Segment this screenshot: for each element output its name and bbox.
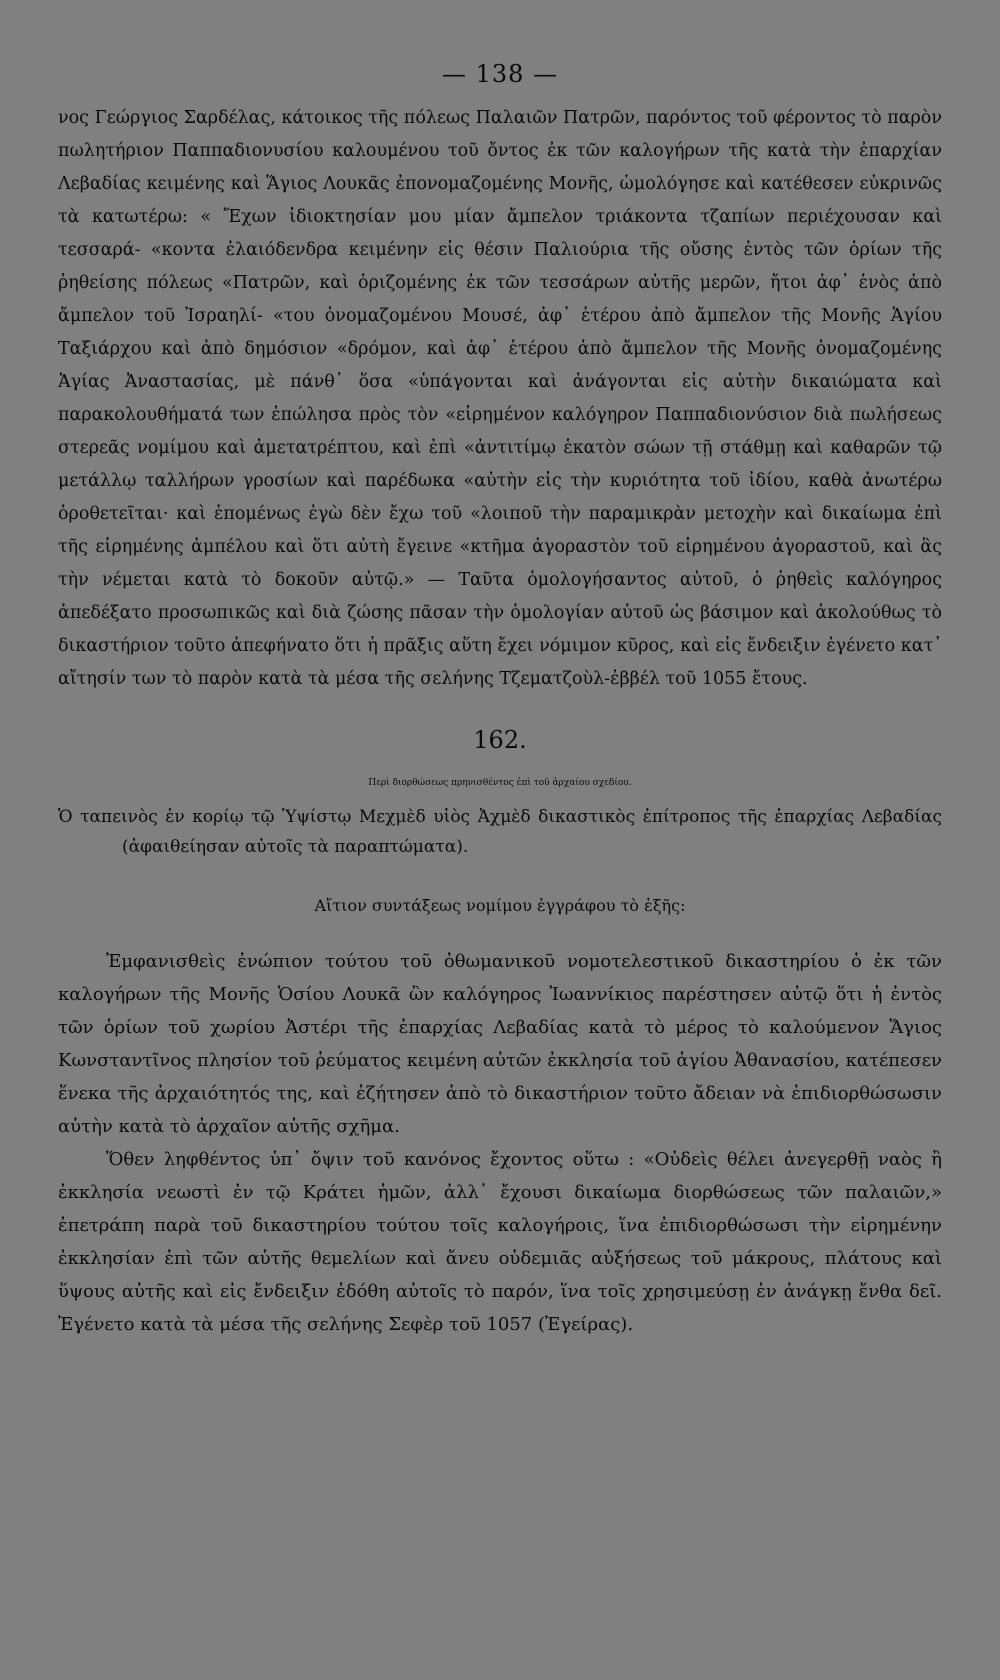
page-number: — 138 — [441, 60, 559, 88]
entry-subtitle: Περὶ διορθώσεως πρηνισθέντος ἐπὶ τοῦ ἀρχαίου σχεδίου. [368, 778, 632, 788]
entry-number: 162. [473, 726, 527, 754]
entry-161-continuation-text: νος Γεώργιος Σαρδέλας, κάτοικος τῆς πόλεως Παλαιῶν Πατρῶν, παρόντος τοῦ φέροντος τὸ παρὸν πωλητήριον Παππαδιονυσίου καλουμένου τοῦ ὄντος ἐκ τῶν καλογήρων τῆς κατὰ τὴν ἐπαρχίαν Λεβαδίας κειμένης καὶ Ἅγιος Λουκᾶς ἐπονομαζομένης Μονῆς, ὡμολόγησε καὶ κατέθεσεν εὐκρινῶς τὰ κατωτέρω: « Ἔχων ἰδιοκτησίαν μου μίαν ἄμπελον τριάκοντα τζαπίων περιέχουσαν καὶ τεσσαρά- «κοντα ἐλαιόδενδρα κειμένην εἰς θέσιν Παλιούρια τῆς οὔσης ἐντὸς τῶν ὁρίων τῆς ῥηθείσης πόλεως «Πατρῶν, καὶ ὁριζομένης ἐκ τῶν τεσσάρων αὐτῆς μερῶν, ἤτοι ἀφ᾽ ἑνὸς ἀπὸ ἄμπελον τοῦ Ἰσραηλί- «του ὀνομαζομένου Μουσέ, ἀφ᾽ ἑτέρου ἀπὸ ἄμπελον τῆς Μονῆς Ἁγίου Ταξιάρχου καὶ ἀπὸ δημόσιον «δρόμον, καὶ ἀφ᾽ ἑτέρου ἀπὸ ἄμπελον τῆς Μονῆς ὀνομαζομένης Ἁγίας Ἀναστασίας, μὲ πάνθ᾽ ὅσα «ὑπάγονται καὶ ἀνάγονται εἰς αὐτὴν δικαιώματα καὶ παρακολουθήματά των ἐπώλησα πρὸς τὸν «εἰρημένον καλόγηρον Παππαδιονύσιον διὰ πωλήσεως στερεᾶς νομίμου καὶ ἀμετατρέπτου, καὶ ἐπὶ «ἀντιτίμῳ ἑκατὸν σώων τῇ στάθμῃ καὶ καθαρῶν τῷ μετάλλῳ ταλλήρων γροσίων καὶ παρέδωκα «αὐτὴν εἰς τὴν κυριότητα τοῦ ἰδίου, καθὰ ἀνωτέρω ὁροθετεῖται· καὶ ἑπομένως ἐγὼ δὲν ἔχω τοῦ «λοιποῦ τὴν παραμικρὰν μετοχὴν καὶ δικαίωμα ἐπὶ τῆς εἰρημένης ἀμπέλου καὶ ὅτι αὐτὴ ἔγεινε «κτῆμα ἀγοραστὸν τοῦ εἰρημένου ἀγοραστοῦ, καὶ ἃς τὴν νέμεται κατὰ τὸ δοκοῦν αὐτῷ.» — Ταῦτα ὁμολογήσαντος αὐτοῦ, ὁ ῥηθεὶς καλόγηρος ἀπεδέξατο προσωπικῶς καὶ διὰ ζώσης πᾶσαν τὴν ὁμολογίαν αὐτοῦ ὡς βάσιμον καὶ ἀκολούθως τὸ δικαστήριον τοῦτο ἀπεφήνατο ὅτι ἡ πρᾶξις αὕτη ἔχει νόμιμον κῦρος, καὶ εἰς ἔνδειξιν ἐγένετο κατ᾽ αἴτησίν των τὸ παρὸν κατὰ τὰ μέσα τῆς σελήνης Τζεματζοὺλ-ἐββέλ τοῦ 1055 ἔτους. [58, 108, 942, 689]
body-paragraph-2: Ὅθεν ληφθέντος ὑπ᾽ ὄψιν τοῦ κανόνος ἔχοντος οὕτω : «Οὐδεὶς θέλει ἀνεγερθῇ ναὸς ἢ ἐκκλησία νεωστὶ ἐν τῷ Κράτει ἡμῶν, ἀλλ᾽ ἔχουσι δικαίωμα διορθώσεως τῶν παλαιῶν,» ἐπετράπη παρὰ τοῦ δικαστηρίου τούτου τοῖς καλογήροις, ἵνα ἐπιδιορθώσωσι τὴν εἰρημένην ἐκκλησίαν ἐπὶ τῶν αὐτῆς θεμελίων καὶ ἄνευ οὐδεμιᾶς αὐξήσεως τοῦ μάκρους, πλάτους καὶ ὕψους αὐτῆς καὶ εἰς ἔνδειξιν ἐδόθη αὐτοῖς τὸ παρόν, ἵνα τοῖς χρησιμεύσῃ ἐν ἀνάγκῃ ἔνθα δεῖ. Ἐγένετο κατὰ τὰ μέσα τῆς σελήνης Σεφὲρ τοῦ 1057 (Ἐγείρας). [58, 1149, 942, 1335]
document-heading: Αἴτιον συντάξεως νομίμου ἐγγράφου τὸ ἑξῆς: [314, 896, 686, 915]
judge-line: Ὁ ταπεινὸς ἐν κορίῳ τῷ Ὑψίστῳ Μεχμὲδ υἱὸς Ἀχμὲδ δικαστικὸς ἐπίτροπος τῆς ἐπαρχίας Λεβαδίας (ἀφαιθείησαν αὐτοῖς τὰ παραπτώματα). [58, 807, 942, 857]
body-paragraph-1: Ἐμφανισθεὶς ἐνώπιον τούτου τοῦ ὀθωμανικοῦ νομοτελεστικοῦ δικαστηρίου ὁ ἐκ τῶν καλογήρων τῆς Μονῆς Ὁσίου Λουκᾶ ὢν καλόγηρος Ἰωαννίκιος παρέστησεν αὐτῷ ὅτι ἡ ἐντὸς τῶν ὁρίων τοῦ χωρίου Ἀστέρι τῆς ἐπαρχίας Λεβαδίας κατὰ τὸ μέρος τὸ καλούμενον Ἅγιος Κωνσταντῖνος πλησίον τοῦ ῥεύματος κειμένη αὐτῶν ἐκκλησία τοῦ ἁγίου Ἀθανασίου, κατέπεσεν ἕνεκα τῆς ἀρχαιότητός της, καὶ ἐζήτησεν ἀπὸ τὸ δικαστήριον τοῦτο ἄδειαν νὰ ἐπιδιορθώσωσιν αὐτὴν κατὰ τὸ ἀρχαῖον αὐτῆς σχῆμα. [58, 951, 942, 1137]
